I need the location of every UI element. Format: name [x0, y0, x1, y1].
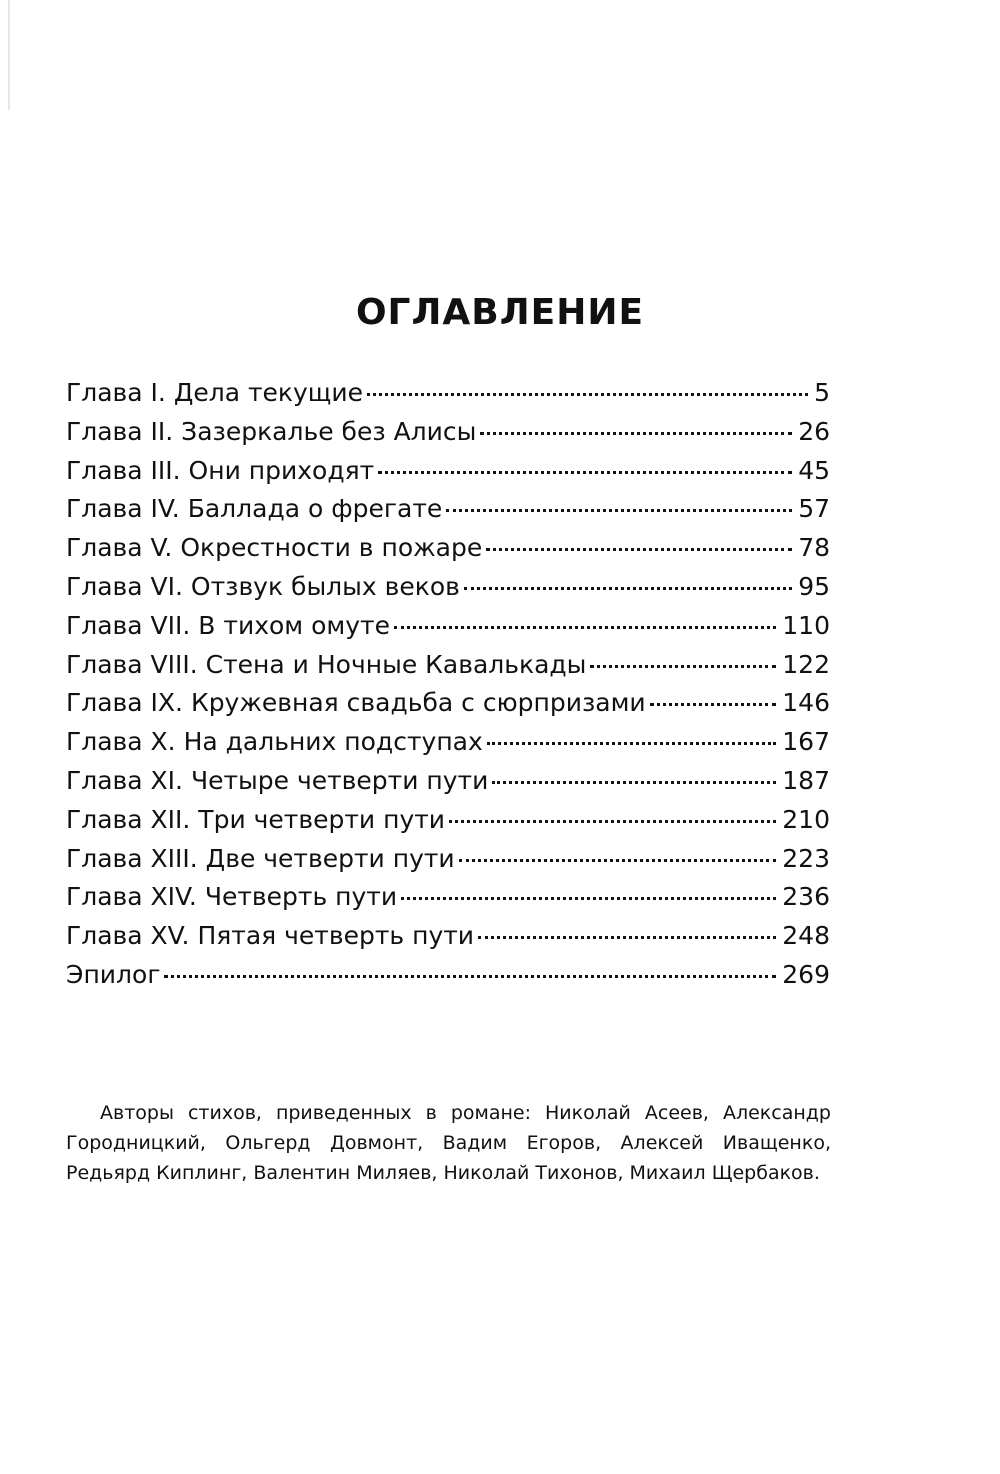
toc-entry-label: Глава III. Они приходят [66, 455, 375, 485]
toc-entry-label: Глава XV. Пятая четверть пути [66, 921, 475, 951]
toc-entry [66, 684, 830, 723]
toc-entry [66, 413, 830, 452]
toc-entry-label: Глава VI. Отзвук былых веков [66, 571, 460, 601]
dot-leader [478, 936, 776, 939]
toc-entry-page: 45 [798, 455, 830, 485]
dot-leader [650, 703, 777, 706]
dot-leader [367, 393, 808, 396]
toc-entry [66, 646, 830, 685]
toc-entry-page: 269 [782, 959, 830, 989]
poem-authors-note: Авторы стихов, приведенных в романе: Николай Асеев, Александр Городницкий, Ольгерд Довмонт, Вадим Егоров, Алексей Иващенко, Редьярд Киплинг, Валентин Миляев, Николай Тихонов, Михаил Щербаков. [66, 1102, 831, 1184]
dot-leader [449, 820, 776, 823]
toc-entry-label: Глава II. Зазеркалье без Алисы [66, 416, 477, 446]
dot-leader [378, 471, 792, 474]
toc-entry-label: Эпилог [66, 959, 161, 989]
toc-entry-label: Глава XI. Четыре четверти пути [66, 765, 489, 795]
toc-entry-page: 57 [798, 494, 830, 524]
toc-entry-page: 110 [782, 610, 830, 640]
toc-title: ОГЛАВЛЕНИЕ [355, 292, 645, 333]
toc-entry-page: 5 [814, 378, 830, 407]
toc-entry-page: 122 [782, 649, 830, 679]
toc-entry [66, 723, 830, 762]
toc-entry-label: Глава XIII. Две четверти пути [66, 843, 455, 873]
toc-entry-page: 210 [782, 804, 830, 834]
toc-entry-label: Глава VII. В тихом омуте [66, 610, 390, 640]
dot-leader [459, 859, 777, 862]
toc-entry [66, 490, 830, 529]
toc-entry [66, 529, 830, 568]
toc-entry [66, 452, 830, 491]
toc-entry-page: 26 [798, 416, 830, 446]
toc-entry-label: Глава IV. Баллада о фрегате [66, 494, 443, 524]
toc-entry-page: 187 [782, 765, 830, 795]
dot-leader [486, 548, 792, 551]
toc-entry-label: Глава V. Окрестности в пожаре [66, 533, 483, 563]
toc-entry-page: 95 [798, 571, 830, 601]
toc-entry [66, 956, 830, 995]
scan-edge-shadow [8, 0, 10, 110]
toc-entry-label: Глава VIII. Стена и Ночные Кавалькады [66, 649, 587, 679]
toc-entry-page: 236 [782, 882, 830, 912]
toc-entry [66, 568, 830, 607]
toc-entry-label: Глава IX. Кружевная свадьба с сюрпризами [66, 688, 646, 718]
dot-leader [492, 781, 776, 784]
toc-entry-label: Глава X. На дальних подступах [66, 727, 483, 757]
toc-entry [66, 917, 830, 956]
dot-leader [590, 665, 776, 668]
toc-entry-page: 146 [782, 688, 830, 718]
toc-entry [66, 878, 830, 917]
dot-leader [464, 587, 792, 590]
dot-leader [480, 432, 792, 435]
toc-entry-page: 223 [782, 843, 830, 873]
toc-entry-page: 248 [782, 921, 830, 951]
dot-leader [164, 975, 776, 978]
dot-leader [401, 897, 776, 900]
dot-leader [394, 626, 776, 629]
dot-leader [446, 509, 792, 512]
toc-entry [66, 840, 830, 879]
dot-leader [487, 742, 777, 745]
toc-entry-label: Глава I. Дела текущие [66, 378, 363, 407]
toc-entry-label: Глава XII. Три четверти пути [66, 804, 446, 834]
toc-entry-page: 167 [782, 727, 830, 757]
toc-entry [66, 762, 830, 801]
toc-entry-page: 78 [798, 533, 830, 563]
toc-entry-label: Глава XIV. Четверть пути [66, 882, 398, 912]
toc-entry [66, 801, 830, 840]
toc-entry [66, 607, 830, 646]
toc-entry [66, 374, 830, 413]
toc-list [66, 374, 830, 995]
